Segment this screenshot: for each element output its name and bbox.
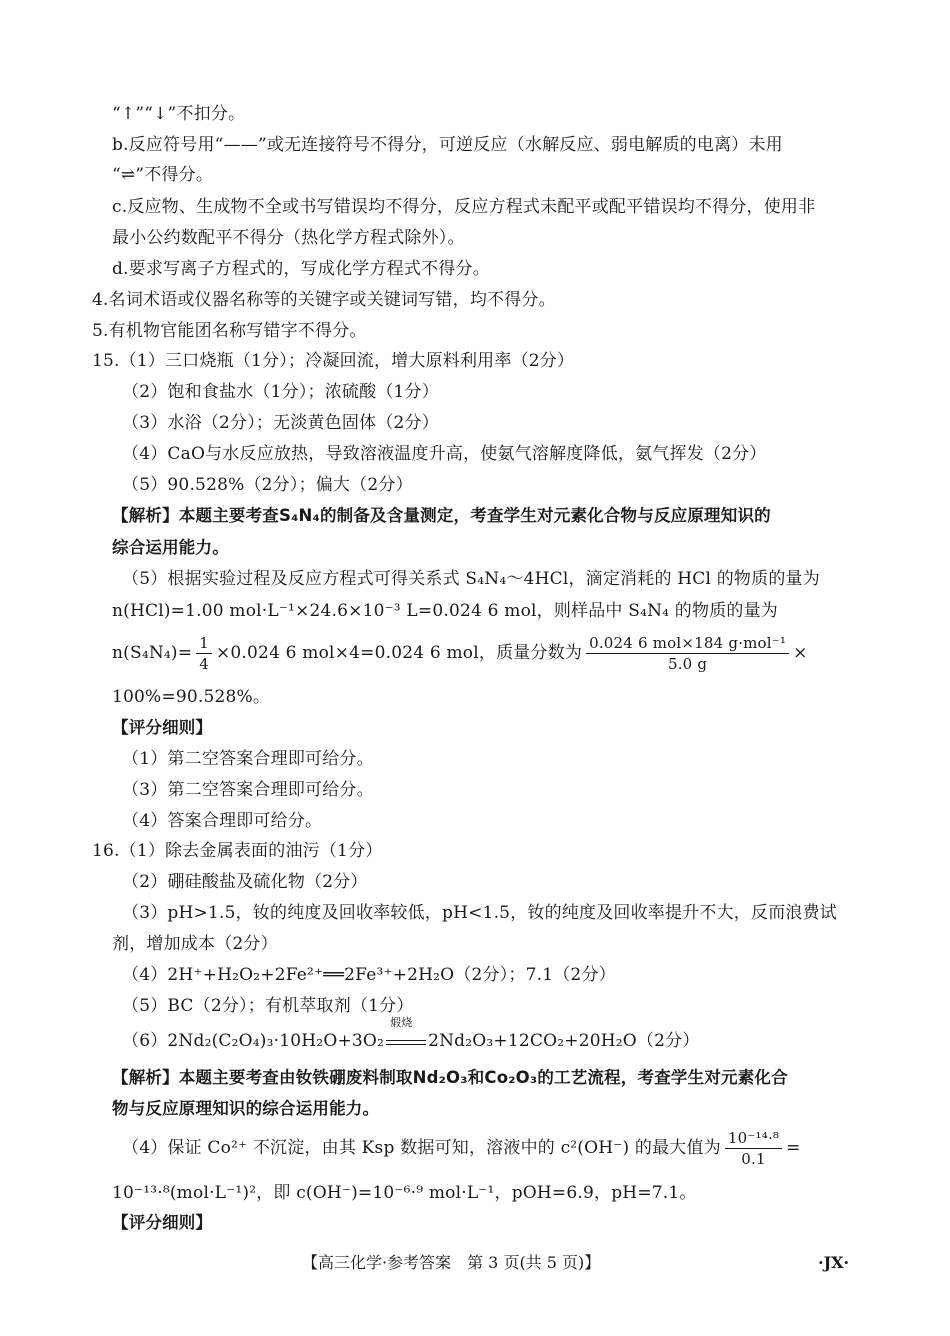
text-line: “⇌”不得分。 [112, 165, 214, 185]
text-segment: （4）保证 Co²⁺ 不沉淀，由其 Ksp 数据可知，溶液中的 c²(OH⁻) 的最大值为 [122, 1138, 721, 1158]
text-line: （3）pH>1.5，钕的纯度及回收率较低，pH<1.5，钕的纯度及回收率提升不大，反而浪费试 [122, 903, 837, 923]
footer-code: ·JX· [818, 1253, 850, 1272]
fraction [586, 634, 789, 673]
text-line: （4）答案合理即可给分。 [122, 811, 323, 831]
analysis-heading: 【解析】本题主要考查S₄N₄的制备及含量测定，考查学生对元素化合物与反应原理知识的 [112, 506, 771, 525]
text-line: （2）饱和食盐水（1分）；浓硫酸（1分） [122, 382, 439, 402]
text-line: （5）BC（2分）；有机萃取剂（1分） [122, 996, 414, 1016]
fraction-numerator: 10⁻¹⁴·⁸ [725, 1129, 782, 1149]
fraction-numerator: 1 [196, 634, 212, 654]
scoring-heading: 【评分细则】 [112, 1213, 213, 1232]
text-line: （2）硼硅酸盐及硫化物（2分） [122, 872, 368, 892]
text-segment: = [786, 1138, 801, 1158]
text-segment: （6）2Nd₂(C₂O₄)₃·10H₂O+3O₂ [122, 1031, 385, 1051]
question-16-heading: 16.（1）除去金属表面的油污（1分） [92, 841, 383, 861]
arrow-line [386, 1040, 426, 1041]
text-line: （1）第二空答案合理即可给分。 [122, 749, 374, 769]
fraction-denominator: 5.0 g [667, 655, 708, 673]
text-line: “↑”“↓”不扣分。 [112, 104, 246, 124]
text-segment: 2Nd₂O₃+12CO₂+20H₂O（2分） [428, 1031, 700, 1051]
text-line: c.反应物、生成物不全或书写错误均不得分，反应方程式未配平或配平错误均不得分，使用非 [112, 197, 816, 217]
text-line: 10⁻¹³·⁸(mol·L⁻¹)²，即 c(OH⁻)=10⁻⁶·⁹ mol·L⁻¹，pOH=6.9，pH=7.1。 [112, 1183, 697, 1203]
text-line: b.反应符号用“——”或无连接符号不得分，可逆反应（水解反应、弱电解质的电离）未用 [112, 135, 783, 155]
text-line: （4）CaO与水反应放热，导致溶液温度升高，使氨气溶解度降低，氨气挥发（2分） [122, 444, 767, 464]
text-line: 物与反应原理知识的综合运用能力。 [112, 1099, 380, 1118]
fraction-denominator: 4 [199, 655, 209, 673]
text-line: （4）2H⁺+H₂O₂+2Fe²⁺══2Fe³⁺+2H₂O（2分）；7.1（2分） [122, 965, 616, 985]
formula-line [112, 634, 808, 673]
question-15-heading: 15.（1）三口烧瓶（1分）；冷凝回流，增大原料利用率（2分） [92, 351, 575, 371]
fraction-numerator: 0.024 6 mol×184 g·mol⁻¹ [586, 634, 789, 654]
text-line: n(HCl)=1.00 mol·L⁻¹×24.6×10⁻³ L=0.024 6 mol，则样品中 S₄N₄ 的物质的量为 [112, 601, 778, 621]
scoring-heading: 【评分细则】 [112, 718, 213, 737]
equation-line [122, 1015, 700, 1058]
text-segment: n(S₄N₄)= [112, 643, 193, 663]
fraction [725, 1129, 782, 1168]
text-line: 100%=90.528%。 [112, 687, 271, 707]
text-line: 综合运用能力。 [112, 538, 229, 557]
text-segment: ×0.024 6 mol×4=0.024 6 mol，质量分数为 [215, 643, 583, 663]
text-line: （3）水浴（2分）；无淡黄色固体（2分） [122, 413, 439, 433]
text-line: d.要求写离子方程式的，写成化学方程式不得分。 [112, 259, 490, 279]
analysis-heading: 【解析】本题主要考查由钕铁硼废料制取Nd₂O₃和Co₂O₃的工艺流程，考查学生对元素化合 [112, 1068, 788, 1087]
fraction [196, 634, 212, 673]
reaction-condition: 煅烧 [390, 1015, 413, 1029]
fraction-denominator: 0.1 [741, 1150, 766, 1168]
text-line: 最小公约数配平不得分（热化学方程式除外）。 [112, 228, 465, 248]
reaction-arrow [384, 1015, 428, 1053]
text-line: 剂，增加成本（2分） [112, 934, 278, 954]
text-line: （3）第二空答案合理即可给分。 [122, 780, 374, 800]
text-line: （5）90.528%（2分）；偏大（2分） [122, 475, 413, 495]
text-line: （5）根据实验过程及反应方程式可得关系式 S₄N₄～4HCl，滴定消耗的 HCl 的物质的量为 [122, 569, 820, 589]
formula-line [122, 1128, 801, 1168]
footer-page-info: 【高三化学·参考答案 第 3 页(共 5 页)】 [302, 1253, 601, 1272]
arrow-line [386, 1044, 426, 1045]
text-line: 4.名词术语或仪器名称等的关键字或关键词写错，均不得分。 [92, 290, 556, 310]
text-segment: × [793, 643, 808, 663]
text-line: 5.有机物官能团名称写错字不得分。 [92, 321, 367, 341]
